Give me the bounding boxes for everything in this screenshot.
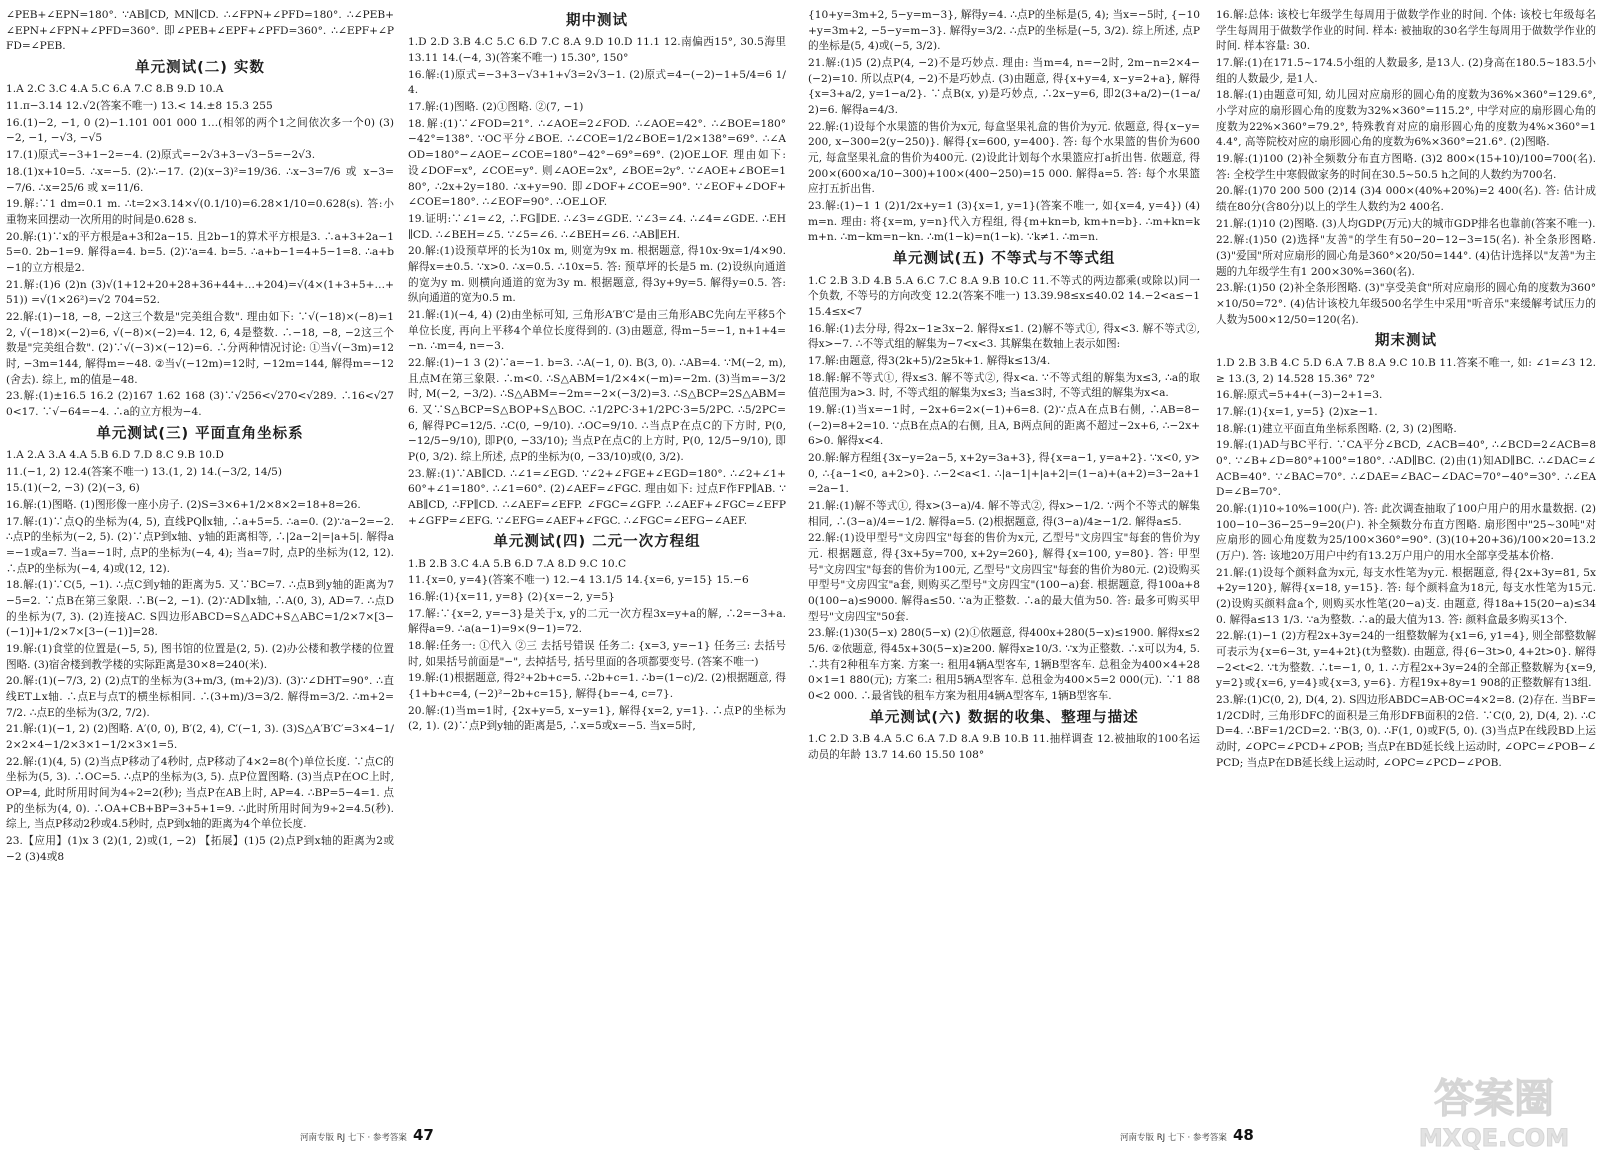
answer-line: 22.解:(1)50 (2)选择"友善"的学生有50−20−12−3=15(名). 补全条形图略. (3)"爱国"所对应扇形的圆心角是360°×20/50=144°. (4)估计选择以"友善"为主题的九年级学生有1 200×30%=360(名). (1216, 234, 1596, 278)
answer-line: 22.解:(1)设甲型号"文房四宝"每套的售价为x元, 乙型号"文房四宝"每套的售价为y元. 根据题意, 得{3x+5y=700, x+2y=260}, 解得{x=100, y=80}. 答: 甲型号"文房四宝"每套的售价为100元, 乙型号"文房四宝"每套的售价为80元. (2)设购买甲型号"文房四宝"a套, 则购买乙型号"文房四宝"(100−a)套. 根据题意, 得100a+80(100−a)≤9000. 解得a≤50. ∵a为正整数. ∴a的最大值为50. 答: 最多可购买甲型号"文房四宝"50套. (808, 532, 1200, 623)
unit-3-title: 单元测试(三) 平面直角坐标系 (96, 425, 304, 442)
answer-line: 1.C 2.B 3.D 4.B 5.A 6.C 7.C 8.A 9.B 10.C 11.不等式的两边都乘(或除以)同一个负数, 不等号的方向改变 12.2(答案不唯一) 13.39.98≤x≤40.02 14.−2<a≤−1 15.4≤x<7 (808, 274, 1200, 318)
answer-line: 11.{x=0, y=4}(答案不唯一) 12.−4 13.1/5 14.{x=6, y=15} 15.−6 (408, 574, 749, 587)
answer-line: {10+y=3m+2, 5−y=m−3}, 解得y=4. ∴点P的坐标是(5, 4); 当x=−5时, {−10+y=3m+2, −5−y=m−3}. 解得y=3/2. ∴点P的坐标是(−5, 3/2). 综上所述, 点P的坐标是(5, 4)或(−5, 3/2). (808, 9, 1200, 53)
unit-2-title: 单元测试(二) 实数 (135, 60, 265, 77)
unit-3-answers (6, 448, 394, 865)
answer-line: 1.D 2.B 3.B 4.C 5.D 6.A 7.B 8.A 9.C 10.B 11.答案不唯一, 如: ∠1=∠3 12.≥ 13.(3, 2) 14.528 15.36° 72° (1216, 356, 1596, 385)
column-4 (1216, 8, 1596, 1116)
answer-line: 22.解:(1)−1 (2)方程2x+3y=24的一组整数解为{x1=6, y1=4}, 则全部整数解可表示为{x=6−3t, y=4+2t}(t为整数). 由题意, 得{6−3t>0, 4+2t>0}. 解得−2<t<2. ∵t为整数. ∴t=−1, 0, 1. ∴方程2x+3y=24的全部正整数解为{x=9, y=2}或{x=6, y=4}或{x=3, y=6}. 方程19x+8y=1 908的正整数解有13组. (1216, 630, 1596, 690)
answer-line: 11.(−1, 2) 12.4(答案不唯一) 13.(1, 2) 14.(−3/2, 14/5) (6, 465, 283, 478)
answer-line: 18.解:(1)∵C(5, −1). ∴点C到y轴的距离为5. 又∵BC=7. ∴点B到y轴的距离为7−5=2. ∵点B在第三象限. ∴B(−2, −1). (2)∵AD∥x轴, ∴A(0, 3), AD=7. ∴点D的坐标为(7, 3). (2)连接AC. S四边形ABCD=S△ADC+S△ABC=1/2×7×[3−(−1)]+1/2×7×[3−(−1)]=28. (6, 579, 394, 639)
answer-line: 1.A 2.A 3.A 4.A 5.B 6.D 7.D 8.C 9.B 10.D (6, 449, 224, 462)
answer-line: 17.解:由题意, 得3(2k+5)/2≥5k+1. 解得k≤13/4. (808, 354, 1051, 367)
column-3 (808, 8, 1200, 1116)
unit-4-title: 单元测试(四) 二元一次方程组 (493, 534, 701, 551)
proof-continuation (6, 8, 394, 55)
answer-line: 15.(1)(−2, −3) (2)(−3, 6) (6, 482, 140, 495)
answer-line: 23.解:(1)C(0, 2), D(4, 2). S四边形ABDC=AB·OC=4×2=8. (2)存在. 当BF=1/2CD时, 三角形DFC的面积是三角形DFB面积的2倍. ∵C(0, 2), D(4, 2). ∴CD=4. ∴BF=1/2CD=2. ∵B(3, 0). ∴F(1, 0)或F(5, 0). (3)当点P在线段BD上运动时, ∠OPC=∠PCD+∠POB; 当点P在BD延长线上运动时, ∠OPC=∠POB−∠PCD; 当点P在DB延长线上运动时, ∠OPC=∠PCD−∠POB. (1216, 694, 1596, 769)
answer-line: 19.解:(1)根据题意, 得2²+2b+c=5. ∴2b+c=1. ∴b=(1−c)/2. (2)根据题意, 得{1+b+c=4, (−2)²−2b+c=15}, 解得{b=−4, c=7}. (408, 672, 786, 701)
answer-line: 21.解:(1)(−4, 4) (2)由坐标可知, 三角形A′B′C′是由三角形ABC先向左平移5个单位长度, 再向上平移4个单位长度得到的. (3)由题意, 得m−5=−1, n+1+4=−n. ∴m=4, n=−3. (408, 308, 786, 353)
answer-line: 18.解:任务一: ①代入 ②三 去括号错误 任务二: {x=3, y=−1} 任务三: 去括号时, 如果括号前面是"−", 去掉括号, 括号里面的各项都要变号. (答案不唯一) (408, 640, 786, 668)
watermark-bottom: MXQE.COM (1418, 1124, 1570, 1152)
answer-line: 20.解:解方程组{3x−y=2a−5, x+2y=3a+3}, 得{x=a−1, y=a+2}. ∵x<0, y>0, ∴{a−1<0, a+2>0}. ∴−2<a<1. ∴|a−1|+|a+2|=(1−a)+(a+2)=3−2a+1=2a−1. (808, 451, 1200, 496)
answer-line: 19.解:(1)AD与BC平行. ∵CA平分∠BCD, ∠ACB=40°, ∴∠BCD=2∠ACB=80°. ∵∠B+∠D=80°+100°=180°. ∴AD∥BC. (2)由(1)知AD∥BC. ∴∠DAC=∠ACB=40°. ∵∠BAC=70°. ∴∠DAE=∠BAC−∠DAC=70°−40°=30°. ∴∠EAD=∠B=70°. (1216, 439, 1596, 499)
unit-5-title: 单元测试(五) 不等式与不等式组 (892, 251, 1116, 268)
unit-6-continuation (1216, 8, 1596, 328)
answer-line: 17.解:(1)在171.5~174.5小组的人数最多, 是13人. (2)身高在180.5~183.5小组的人数最少, 是1人. (1216, 57, 1596, 85)
midterm-answers (408, 35, 786, 529)
answer-line: 16.解:(1){x=11, y=8} (2){x=−2, y=5} (408, 591, 615, 604)
page-number: 48 (1232, 1126, 1254, 1144)
answer-line: 18.解:(1)建立平面直角坐标系图略. (2, 3) (2)图略. (1216, 422, 1457, 435)
watermark-top: 答案圈 (1434, 1076, 1554, 1122)
unit-6-answers (808, 732, 1200, 763)
watermark-logo (1394, 1068, 1594, 1152)
answer-line: 23.解:(1)−1 1 (2)1/2x+y=1 (3){x=1, y=1}(答案不唯一, 如{x=4, y=4}) (4)m=n. 理由: 将{x=m, y=n}代入方程组, 得{m+kn=b, km+n=b}. ∴m+kn=km+n. ∴m−km=n−kn. ∴m(1−k)=n(1−k). ∵k≠1. ∴m=n. (808, 200, 1200, 244)
answer-line: 22.解:(1)−18, −8, −2这三个数是"完美组合数". 理由如下: ∵√(−18)×(−8)=12, √(−18)×(−2)=6, √(−8)×(−2)=4. 12, 6, 4是整数. ∴−18, −8, −2这三个数是"完美组合数". (2)∵√(−3)×(−12)=6. ∴分两种情况讨论: ①当√(−3m)=12时, −3m=144, 解得m=−48. ②当√(−12m)=12时, −12m=144, 解得m=−12 (舍去). 综上, m的值是−48. (6, 310, 394, 386)
answer-line: 20.解:(1)(−7/3, 2) (2)点T的坐标为(3+m/3, (m+2)/3). (3)∵∠DHT=90°. ∴直线ET⊥x轴. ∴点E与点T的横坐标相同. ∴(3+m)/3=3/2. 解得m=3/2. ∴m+2=7/2. ∴点E的坐标为(3/2, 7/2). (6, 675, 394, 719)
unit-5-answers (808, 274, 1200, 705)
footer-label: 河南专版 RJ 七下 · 参考答案 (1120, 1133, 1227, 1143)
answer-line: 19.证明:∵∠1=∠2, ∴FG∥DE. ∴∠3=∠GDE. ∵∠3=∠4. ∴∠4=∠GDE. ∴EH∥CD. ∴∠BEH=∠5. ∵∠5=∠6. ∴∠BEH=∠6. ∴AB∥EH. (408, 212, 786, 241)
answer-line: 17.解:(1)图略. (2)①图略. ②(7, −1) (408, 101, 584, 114)
answer-line: 23.解:(1)±16.5 16.2 (2)167 1.62 168 (3)∵√256<√270<√289. ∴16<√270<17. ∵√−64=−4. ∴a的立方根为−4. (6, 390, 394, 418)
answer-line: 18.(1)x+10=5. ∴x=−5. (2)∴−17. (2)(x−3)²=19/36. ∴x−3=7/6 或 x−3=−7/6. ∴x=25/6 或 x=11/6. (6, 165, 394, 194)
final-answers (1216, 356, 1596, 771)
answer-line: 16.解:总体: 该校七年级学生每周用于做数学作业的时间. 个体: 该校七年级每名学生每周用于做数学作业的时间. 样本: 被抽取的30名学生每周用于做数学作业的时间. 样本容量: 30. (1216, 9, 1596, 53)
answer-line: 23.解:(1)30(5−x) 280(5−x) (2)①依题意, 得400x+280(5−x)≤1900. 解得x≤25/6. ②依题意, 得45x+30(5−x)≥200. 解得x≥10/3. ∵x为正整数. ∴x可以为4, 5. ∴共有2种租车方案. 方案一: 租用4辆A型客车, 1辆B型客车. 总租金为400×4+280×1=1 880(元); 方案二: 租用5辆A型客车. 总租金为400×5=2 000(元). ∵1 880<2 000. ∴最省钱的租车方案为租用4辆A型客车, 1辆B型客车. (808, 627, 1200, 702)
answer-line: 18.解:(1)由题意可知, 幼儿园对应扇形的圆心角的度数为36%×360°=129.6°, 小学对应的扇形圆心角的度数为32%×360°=115.2°, 中学对应的扇形圆心角的度数为22%×360°=79.2°, 特殊教育对应的扇形圆心角的度数为4%×360°=14.4°, 高等院校对应的扇形圆心角的度数为6%×360°=21.6°. (2)图略. (1216, 89, 1596, 149)
answer-line: 17.解:∵{x=2, y=−3}是关于x, y的二元一次方程3x=y+a的解, ∴2=−3+a. 解得a=9. ∴a(a−1)=9×(9−1)=72. (408, 607, 786, 636)
answer-line: 16.解:(1)原式=−3+3−√3+1+√3=2√3−1. (2)原式=4−(−2)−1+5/4=6 1/4. (408, 68, 786, 97)
answer-line: 21.解:(1)6 (2)n (3)√(1+12+20+28+36+44+…+204)=√(4×(1+3+5+…+51)) =√(1×26²)=√2 704=52. (6, 278, 394, 307)
answer-line: ∠PEB+∠EPN=180°. ∵AB∥CD, MN∥CD. ∴∠FPN+∠PFD=180°. ∴∠PEB+∠EPN+∠FPN+∠PFD=360°. 即∠PEB+∠EPF+∠PFD=360°. ∴∠EPF+∠PFD=∠PEB. (6, 9, 394, 53)
answer-line: 11.π−3.14 12.√2(答案不唯一) 13.< 14.±8 15.3 255 (6, 100, 273, 113)
answer-line: 16.解:(1)图略. (1)图形像一座小房子. (2)S=3×6+1/2×8×2=18+8=26. (6, 499, 361, 512)
answer-line: 19.解:(1)当x=−1时, −2x+6=2×(−1)+6=8. (2)∵点A在点B右侧, ∴AB=8−(−2)=8+2=10. ∵点B在点A的右侧, 且A, B两点间的距离不超过−2x+6, ∴−2x+6>0. 解得x<4. (808, 403, 1200, 448)
answer-line: 17.解:(1)∵点Q的坐标为(4, 5), 直线PQ∥x轴, ∴a+5=5. ∴a=0. (2)∵a−2=−2. ∴点P的坐标为(−2, 5). (2)∵点P到x轴、y轴的距离相等, ∴|2a−2|=|a+5|. 解得a=−1或a=7. 当a=−1时, 点P的坐标为(−4, 4); 当a=7时, 点P的坐标为(12, 12). ∴点P的坐标为(−4, 4)或(12, 12). (6, 515, 394, 575)
answer-line: 18.解:(1)∵∠FOD=21°. ∴∠AOE=2∠FOD. ∴∠AOE=42°. ∴∠BOE=180°−42°=138°. ∵OC平分∠BOE. ∴∠COE=1/2∠BOE=1/2×138°=69°. ∴∠AOD=180°−∠AOE−∠COE=180°−42°−69°=69°. (2)OE⊥OF. 理由如下: 设∠DOF=x°, ∠COE=y°. 则∠AOE=2x°, ∠BOE=2y°. ∵∠AOE+∠BOE=180°, ∴2x+2y=180. ∴x+y=90. 即∠DOF+∠COE=90°. ∵∠EOF+∠DOF+∠COE=180°. ∴∠EOF=90°. ∴OE⊥OF. (408, 117, 786, 209)
answer-line: 1.C 2.D 3.B 4.A 5.C 6.A 7.D 8.A 9.B 10.B 11.抽样调查 12.被抽取的100名运动员的年龄 13.7 14.60 15.50 108° (808, 733, 1200, 761)
answer-line: 21.解:(1)设每个颜料盒为x元, 每支水性笔为y元. 根据题意, 得{2x+3y=81, 5x+2y=120}, 解得{x=18, y=15}. 答: 每个颜料盒为18元, 每支水性笔为15元. (2)设购买颜料盒a个, 则购买水性笔(20−a)支. 由题意, 得18a+15(20−a)≤340. 解得a≤13 1/3. ∵a为整数. ∴a的最大值为13. 答: 颜料盒最多购买13个. (1216, 566, 1596, 626)
answer-line: 23.【应用】(1)x 3 (2)(1, 2)或(1, −2) 【拓展】(1)5 (2)点P到x轴的距离为2或−2 (3)4或8 (6, 835, 394, 863)
unit-2-answers (6, 82, 394, 420)
answer-line: 23.解:(1)∵AB∥CD. ∴∠1=∠EGD. ∵∠2+∠FGE+∠EGD=180°. ∴∠2+∠1+60°+∠1=180°. ∴∠1=60°. (2)∠AEF=∠FGC. 理由如下: 过点F作FP∥AB. ∵AB∥CD, ∴FP∥CD. ∴∠AEF=∠EFP. ∠FGC=∠GFP. ∴∠AEF+∠FGC=∠EFP+∠GFP=∠EFG. ∵∠EFG=∠AEF+∠FGC. ∴∠FGC=∠EFG−∠AEF. (408, 467, 786, 527)
answer-line: 1.D 2.D 3.B 4.C 5.C 6.D 7.C 8.A 9.D 10.D 11.1 12.南偏西15°, 30.5海里 13.11 14.(−4, 3)(答案不唯一) 15.30°, 150° (408, 36, 786, 65)
answer-line: 16.解:原式=5+4+(−3)−2+1=3. (1216, 389, 1383, 402)
answer-line: 17.(1)原式=−3+1−2=−4. (2)原式=−2√3+3−√3−5=−2√3. (6, 149, 316, 162)
page-footer-right (1120, 1126, 1254, 1144)
final-title: 期末测试 (1375, 333, 1437, 350)
answer-line: 21.解:(1)(−1, 2) (2)图略. A′(0, 0), B′(2, 4), C′(−1, 3). (3)S△A′B′C′=3×4−1/2×2×4−1/2×3×1−1/2×3×1=5. (6, 723, 394, 752)
answer-line: 22.解:(1)(4, 5) (2)当点P移动了4秒时, 点P移动了4×2=8(个)单位长度. ∵点C的坐标为(5, 3). ∴OC=5. ∴点P的坐标为(3, 5). 点P位置图略. (3)当点P在OC上时, OP=4, 此时所用时间为4÷2=2(秒); 当点P在AB上时, AP=4. ∴BP=5−4=1. 点P的坐标为(4, 0). ∴OA+CB+BP=3+5+1=9. ∴此时所用时间为9÷2=4.5(秒). 综上, 当点P移动2秒或4.5秒时, 点P到x轴的距离为4个单位长度. (6, 755, 394, 831)
answer-line: 21.解:(1)10 (2)图略. (3)人均GDP(万元)大的城市GDP排名也靠前(答案不唯一). (1216, 217, 1596, 230)
answer-line: 19.解:∵1 dm=0.1 m. ∴t=2×3.14×√(0.1/10)=6.28×1/10=0.628(s). 答:小重物来回摆动一次所用的时间是0.628 s. (6, 198, 394, 226)
answer-line: 16.解:(1)去分母, 得2x−1≥3x−2. 解得x≤1. (2)解不等式①, 得x<3. 解不等式②, 得x>−7. ∴不等式组的解集为−7<x<3. 其解集在数轴上表示如图: (808, 322, 1200, 351)
answer-line: 20.解:(1)设预草坪的长为10x m, 则宽为9x m. 根据题意, 得10x·9x=1/4×90. 解得x=±0.5. ∵x>0. ∴x=0.5. ∴10x=5. 答: 预草坪的长是5 m. (2)设纵向通道的宽为y m. 则横向通道的宽为3y m. 根据题意, 得3y+9y=5. 解得y=0.5. 答: 纵向通道的宽为0.5 m. (408, 245, 786, 305)
answer-line: 20.解:(1)当m=1时, {2x+y=5, x−y=1}, 解得{x=2, y=1}. ∴点P的坐标为(2, 1). (2)∵点P到y轴的距离是5, ∴x=5或x=−5. 当x=5时, (408, 704, 786, 733)
midterm-title: 期中测试 (566, 13, 628, 29)
answer-line: 19.解:(1)食堂的位置是(−5, 5), 图书馆的位置是(2, 5). (2)办公楼和教学楼的位置图略. (3)宿舍楼到教学楼的实际距离是30×8=240(米). (6, 643, 394, 671)
page-number: 47 (412, 1126, 434, 1144)
answer-line: 18.解:解不等式①, 得x≤3. 解不等式②, 得x<a. ∵不等式组的解集为x≤3, ∴a的取值范围为a>3. 时, 不等式组的解集为x≤3; 当a≤3时, 不等式组的解集为x<a. (808, 371, 1200, 400)
column-2 (408, 8, 786, 1116)
answer-line: 21.解:(1)解不等式①, 得x>(3−a)/4. 解不等式②, 得x>−1/2. ∵两个不等式的解集相同, ∴(3−a)/4=−1/2. 解得a=5. (2)根据题意, 得(3−a)/4≥−1/2. 解得a≤5. (808, 499, 1200, 528)
unit-6-title: 单元测试(六) 数据的收集、整理与描述 (869, 709, 1139, 726)
answer-line: 16.(1)−2, −1, 0 (2)−1.101 001 000 1…(相邻的两个1之间依次多一个0) (3)−2, −1, −√3, −√5 (6, 116, 394, 145)
answer-line: 1.B 2.B 3.C 4.A 5.B 6.D 7.A 8.D 9.C 10.C (408, 557, 627, 570)
footer-label: 河南专版 RJ 七下 · 参考答案 (300, 1133, 407, 1143)
answer-line: 19.解:(1)100 (2)补全频数分布直方图略. (3)2 800×(15+10)/100=700(名). 答: 全校学生中寒假做家务的时间在30.5~50.5 h之间的人数约为700名. (1216, 153, 1596, 181)
answer-line: 20.解:(1)70 200 500 (2)14 (3)4 000×(40%+20%)=2 400(名). 答: 估计成绩在80分(含80分)以上的学生人数约为2 400名. (1216, 185, 1596, 214)
page-footer-left (300, 1126, 434, 1144)
unit-4-answers (408, 557, 786, 735)
answer-line: 20.解:(1)10÷10%=100(户). 答: 此次调查抽取了100户用户的用水量数据. (2)100−10−36−25−9=20(户). 补全频数分布直方图略. 扇形图中"25~30吨"对应扇形的圆心角度数为25/100×360°=90°. (3)(10+20+36)/100×20=13.2(万户). 答: 该地20万用户中约有13.2万户用户的用水全部享受基本价格. (1216, 502, 1596, 562)
answer-line: 20.解:(1)∵x的平方根是a+3和2a−15. 且2b−1的算术平方根是3. ∴a+3+2a−15=0. 2b−1=9. 解得a=4. b=5. (2)∵a=4. b=5. ∴a+b−1=4+5−1=8. ∴a+b−1的立方根是2. (6, 230, 394, 274)
answer-line: 21.解:(1)5 (2)点P(4, −2)不是巧妙点. 理由: 当m=4, n=−2时, 2m−n=2×4−(−2)=10. 所以点P(4, −2)不是巧妙点. (3)由题意, 得{x+y=4, x−y=2+a}, 解得{x=3+a/2, y=1−a/2}. ∵点B(x, y)是巧妙点, ∴2x−y=6, 即2(3+a/2)−(1−a/2)=6. 解得a=4/3. (808, 57, 1200, 117)
column-1 (6, 8, 394, 1116)
answer-line: 1.A 2.C 3.C 4.A 5.C 6.A 7.C 8.B 9.D 10.A (6, 83, 224, 96)
unit-4-continuation (808, 8, 1200, 246)
answer-line: 23.解:(1)50 (2)补全条形图略. (3)"享受美食"所对应扇形的圆心角的度数为360°×10/50=72°. (4)估计该校九年级500名学生中采用"听音乐"来缓解考试压力的人数为500×12/50=120(名). (1216, 282, 1596, 326)
answer-line: 17.解:(1){x=1, y=5} (2)x≥−1. (1216, 405, 1378, 418)
answer-line: 22.解:(1)设每个水果篮的售价为x元, 每盒坚果礼盒的售价为y元. 依题意, 得{x−y=200, x−300=2(y−250)}. 解得{x=600, y=400}. 答: 每个水果篮的售价为600元, 每盒坚果礼盒的售价为400元. (2)设此计划每个水果篮应打a折出售. 依题意, 得200×(600×a/10−300)+100×(400−250)=15 000. 解得a=5. 答: 每个水果篮应打五折出售. (808, 120, 1200, 196)
answer-line: 22.解:(1)−1 3 (2)∵a=−1. b=3. ∴A(−1, 0). B(3, 0). ∴AB=4. ∵M(−2, m), 且点M在第三象限. ∴m<0. ∴S△ABM=1/2×4×(−m)=−2m. (3)当m=−3/2时, M(−2, −3/2). ∴S△ABM=−2m=−2×(−3/2)=3. ∴S△BCP=2S△ABM=6. 又∵S△BCP=S△BOP+S△BOC. ∴1/2PC·3+1/2PC·3=5/2PC. ∴5/2PC=6, 解得PC=12/5. ∴C(0, −9/10). ∴OC=9/10. ∴当点P在点C的下方时, P(0, −12/5−9/10), 即P(0, −33/10); 当点P在点C的上方时, P(0, 12/5−9/10), 即P(0, 3/2). 综上所述, 点P的坐标为(0, −33/10)或(0, 3/2). (408, 356, 786, 463)
